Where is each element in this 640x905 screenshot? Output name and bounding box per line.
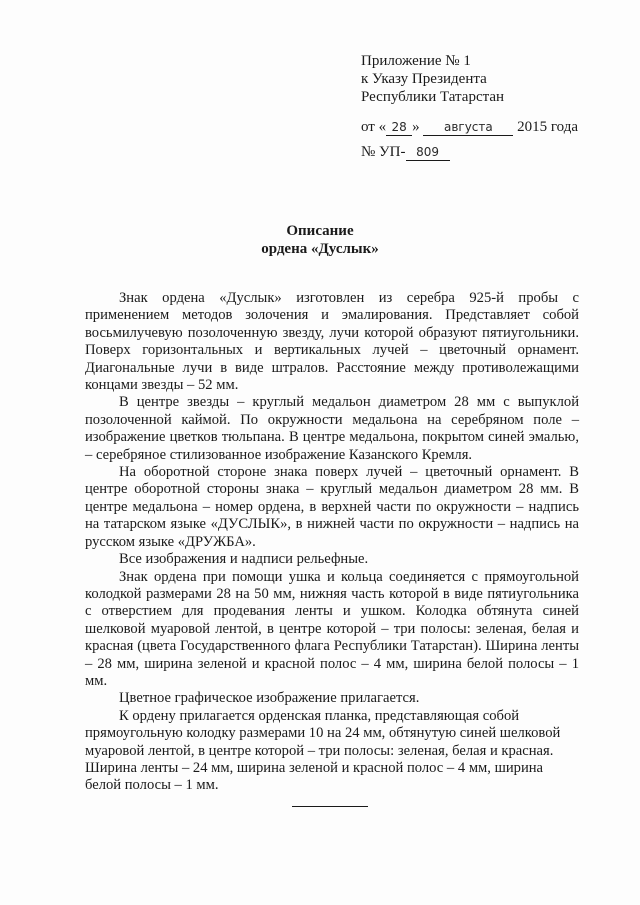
date-mid: » (412, 119, 420, 135)
number-prefix: № УП- (361, 144, 406, 160)
paragraph-graphic: Цветное графическое изображение прилагается. (119, 690, 420, 707)
paragraph-reverse: На оборотной стороне знака поверх лучей – цветочный орнамент. В центре оборотной стороны знака – круглый медальон диаметром 28 мм. В центре медальона – номер ордена, в верхней части по окружности – надпись на татарском языке «ДУСЛЫК», в нижней части по окружности – надпись на русском языке «ДРУЖБА». (85, 464, 579, 550)
date-suffix: 2015 года (517, 119, 578, 135)
date-day: 28 (386, 120, 412, 136)
title-line-1: Описание (286, 223, 354, 239)
document-title (0, 222, 640, 258)
paragraph-ribbon: Знак ордена при помощи ушка и кольца соединяется с прямоугольной колодкой размерами 28 на 50 мм, нижняя часть которой в виде пятиугольника с отверстием для продевания ленты и ушком. Колодка обтянута синей шелковой муаровой лентой, в центре которой – три полосы: зеленая, белая и красная (цвета Государственного флага Республики Татарстан). Ширина ленты – 28 мм, ширина зеленой и красной полос – 4 мм, ширина белой полосы – 1 мм. (85, 568, 579, 689)
closing-rule (292, 806, 368, 807)
annex-line-1: Приложение № 1 (361, 53, 471, 69)
date-prefix: от « (361, 119, 387, 135)
paragraph-materials: Знак ордена «Дуслык» изготовлен из серебра 925-й пробы с применением методов золочения и эмалирования. Представляет собой восьмилучевую позолоченную звезду, лучи которой образуют пятиугольники. Поверх горизонтальных и вертикальных лучей – цветочный орнамент. Диагональные лучи в виде штралов. Расстояние между противолежащими концами звезды – 52 мм. (85, 290, 579, 394)
title-line-2: ордена «Дуслык» (261, 241, 379, 257)
description-body (85, 290, 579, 795)
paragraph-relief: Все изображения и надписи рельефные. (119, 551, 369, 568)
decree-number (361, 143, 450, 161)
decree-date (361, 118, 578, 136)
paragraph-ribbon-bar: К ордену прилагается орденская планка, представляющая собой прямоугольную колодку размерами 10 на 24 мм, обтянутую синей шелковой муаровой лентой, в центре которой – три полосы: зеленая, белая и красная. Ширина ленты – 24 мм, ширина зеленой и красной полос – 4 мм, ширина белой полосы – 1 мм. (85, 707, 561, 794)
number-value: 809 (406, 145, 450, 161)
annex-header (361, 52, 504, 106)
paragraph-medallion: В центре звезды – круглый медальон диаметром 28 мм с выпуклой позолоченной каймой. По окружности медальона на серебряном поле – изображение цветков тюльпана. В центре медальона, покрытом синей эмалью, – серебряное стилизованное изображение Казанского Кремля. (85, 394, 579, 463)
annex-line-2: к Указу Президента (361, 71, 487, 87)
date-month: августа (423, 120, 513, 136)
annex-line-3: Республики Татарстан (361, 89, 505, 105)
